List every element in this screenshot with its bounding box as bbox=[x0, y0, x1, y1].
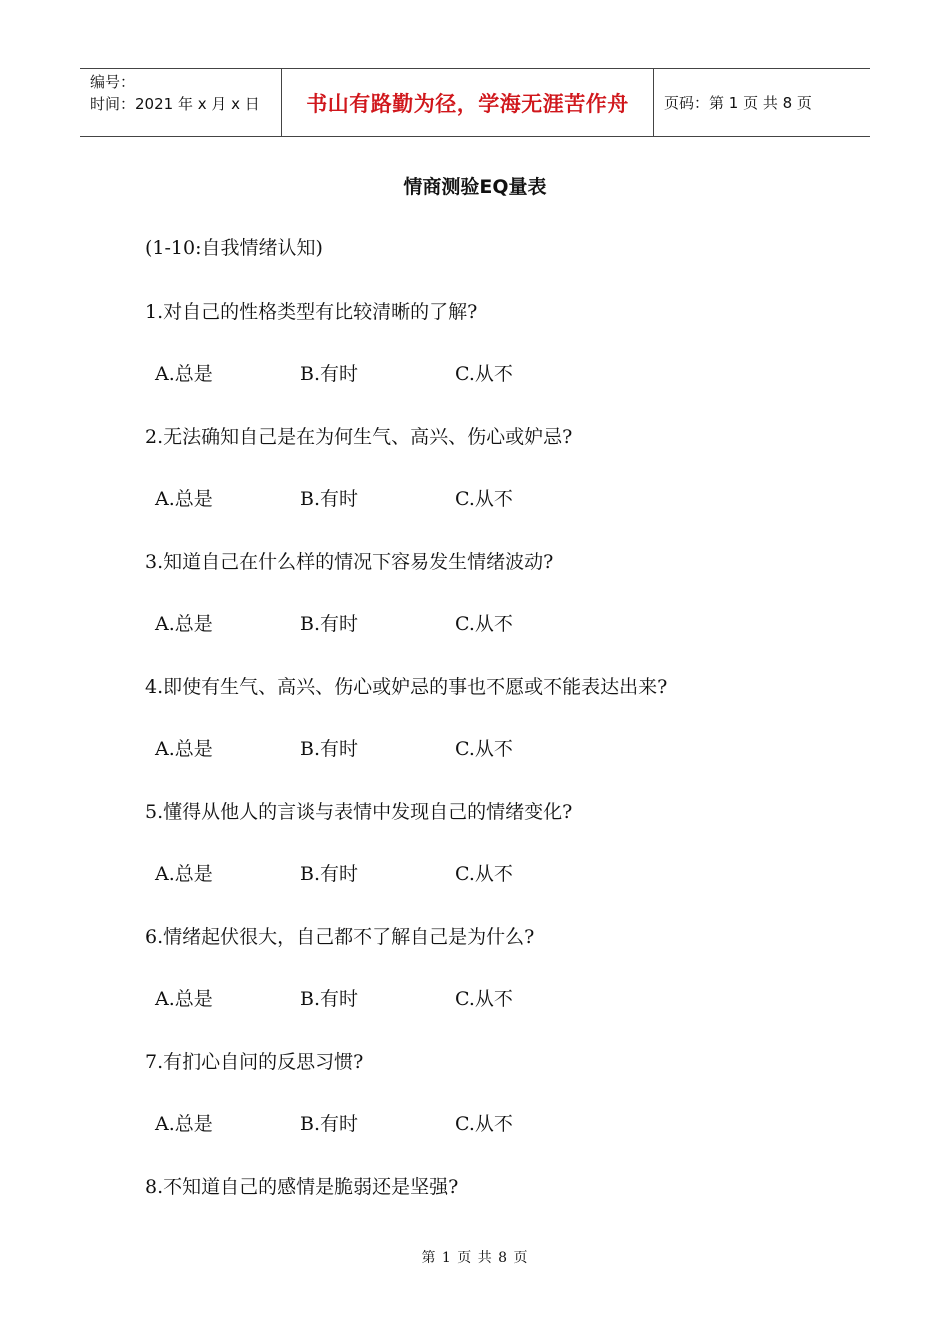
answer-option-c: C.从不 bbox=[455, 363, 513, 385]
answer-option-c: C.从不 bbox=[455, 863, 513, 885]
answer-option-b: B.有时 bbox=[300, 488, 359, 510]
question-text: 1.对自己的性格类型有比较清晰的了解? bbox=[145, 301, 478, 323]
page-footer: 第 1 页 共 8 页 bbox=[421, 1250, 529, 1266]
question-text: 4.即使有生气、高兴、伤心或妒忌的事也不愿或不能表达出来? bbox=[145, 676, 668, 698]
header-page-info: 页码：第 1 页 共 8 页 bbox=[664, 94, 812, 112]
answer-option-c: C.从不 bbox=[455, 988, 513, 1010]
answer-option-c: C.从不 bbox=[455, 738, 513, 760]
answer-option-a: A.总是 bbox=[155, 613, 213, 635]
answer-option-b: B.有时 bbox=[300, 1113, 359, 1135]
question-text: 8.不知道自己的感情是脆弱还是坚强? bbox=[145, 1176, 459, 1198]
answer-option-a: A.总是 bbox=[155, 863, 213, 885]
answer-option-a: A.总是 bbox=[155, 1113, 213, 1135]
answer-option-b: B.有时 bbox=[300, 863, 359, 885]
answer-option-b: B.有时 bbox=[300, 363, 359, 385]
question-text: 2.无法确知自己是在为何生气、高兴、伤心或妒忌? bbox=[145, 426, 573, 448]
header-meta bbox=[80, 69, 282, 136]
number-label: 编号： bbox=[90, 73, 136, 91]
page-header bbox=[80, 68, 870, 137]
question-text: 5.懂得从他人的言谈与表情中发现自己的情绪变化? bbox=[145, 801, 573, 823]
answer-option-b: B.有时 bbox=[300, 988, 359, 1010]
answer-option-b: B.有时 bbox=[300, 613, 359, 635]
document-title: 情商测验EQ量表 bbox=[403, 176, 547, 198]
answer-option-a: A.总是 bbox=[155, 488, 213, 510]
question-text: 6.情绪起伏很大，自己都不了解自己是为什么? bbox=[145, 926, 535, 948]
section-heading: (1-10:自我情绪认知) bbox=[145, 237, 323, 259]
answer-option-c: C.从不 bbox=[455, 1113, 513, 1135]
time-label: 时间：2021 年 x 月 x 日 bbox=[90, 95, 260, 113]
header-motto: 书山有路勤为径，学海无涯苦作舟 bbox=[282, 69, 654, 136]
question-text: 7.有扪心自问的反思习惯? bbox=[145, 1051, 364, 1073]
answer-option-a: A.总是 bbox=[155, 988, 213, 1010]
question-text: 3.知道自己在什么样的情况下容易发生情绪波动? bbox=[145, 551, 554, 573]
answer-option-c: C.从不 bbox=[455, 488, 513, 510]
answer-option-c: C.从不 bbox=[455, 613, 513, 635]
answer-option-b: B.有时 bbox=[300, 738, 359, 760]
answer-option-a: A.总是 bbox=[155, 738, 213, 760]
answer-option-a: A.总是 bbox=[155, 363, 213, 385]
